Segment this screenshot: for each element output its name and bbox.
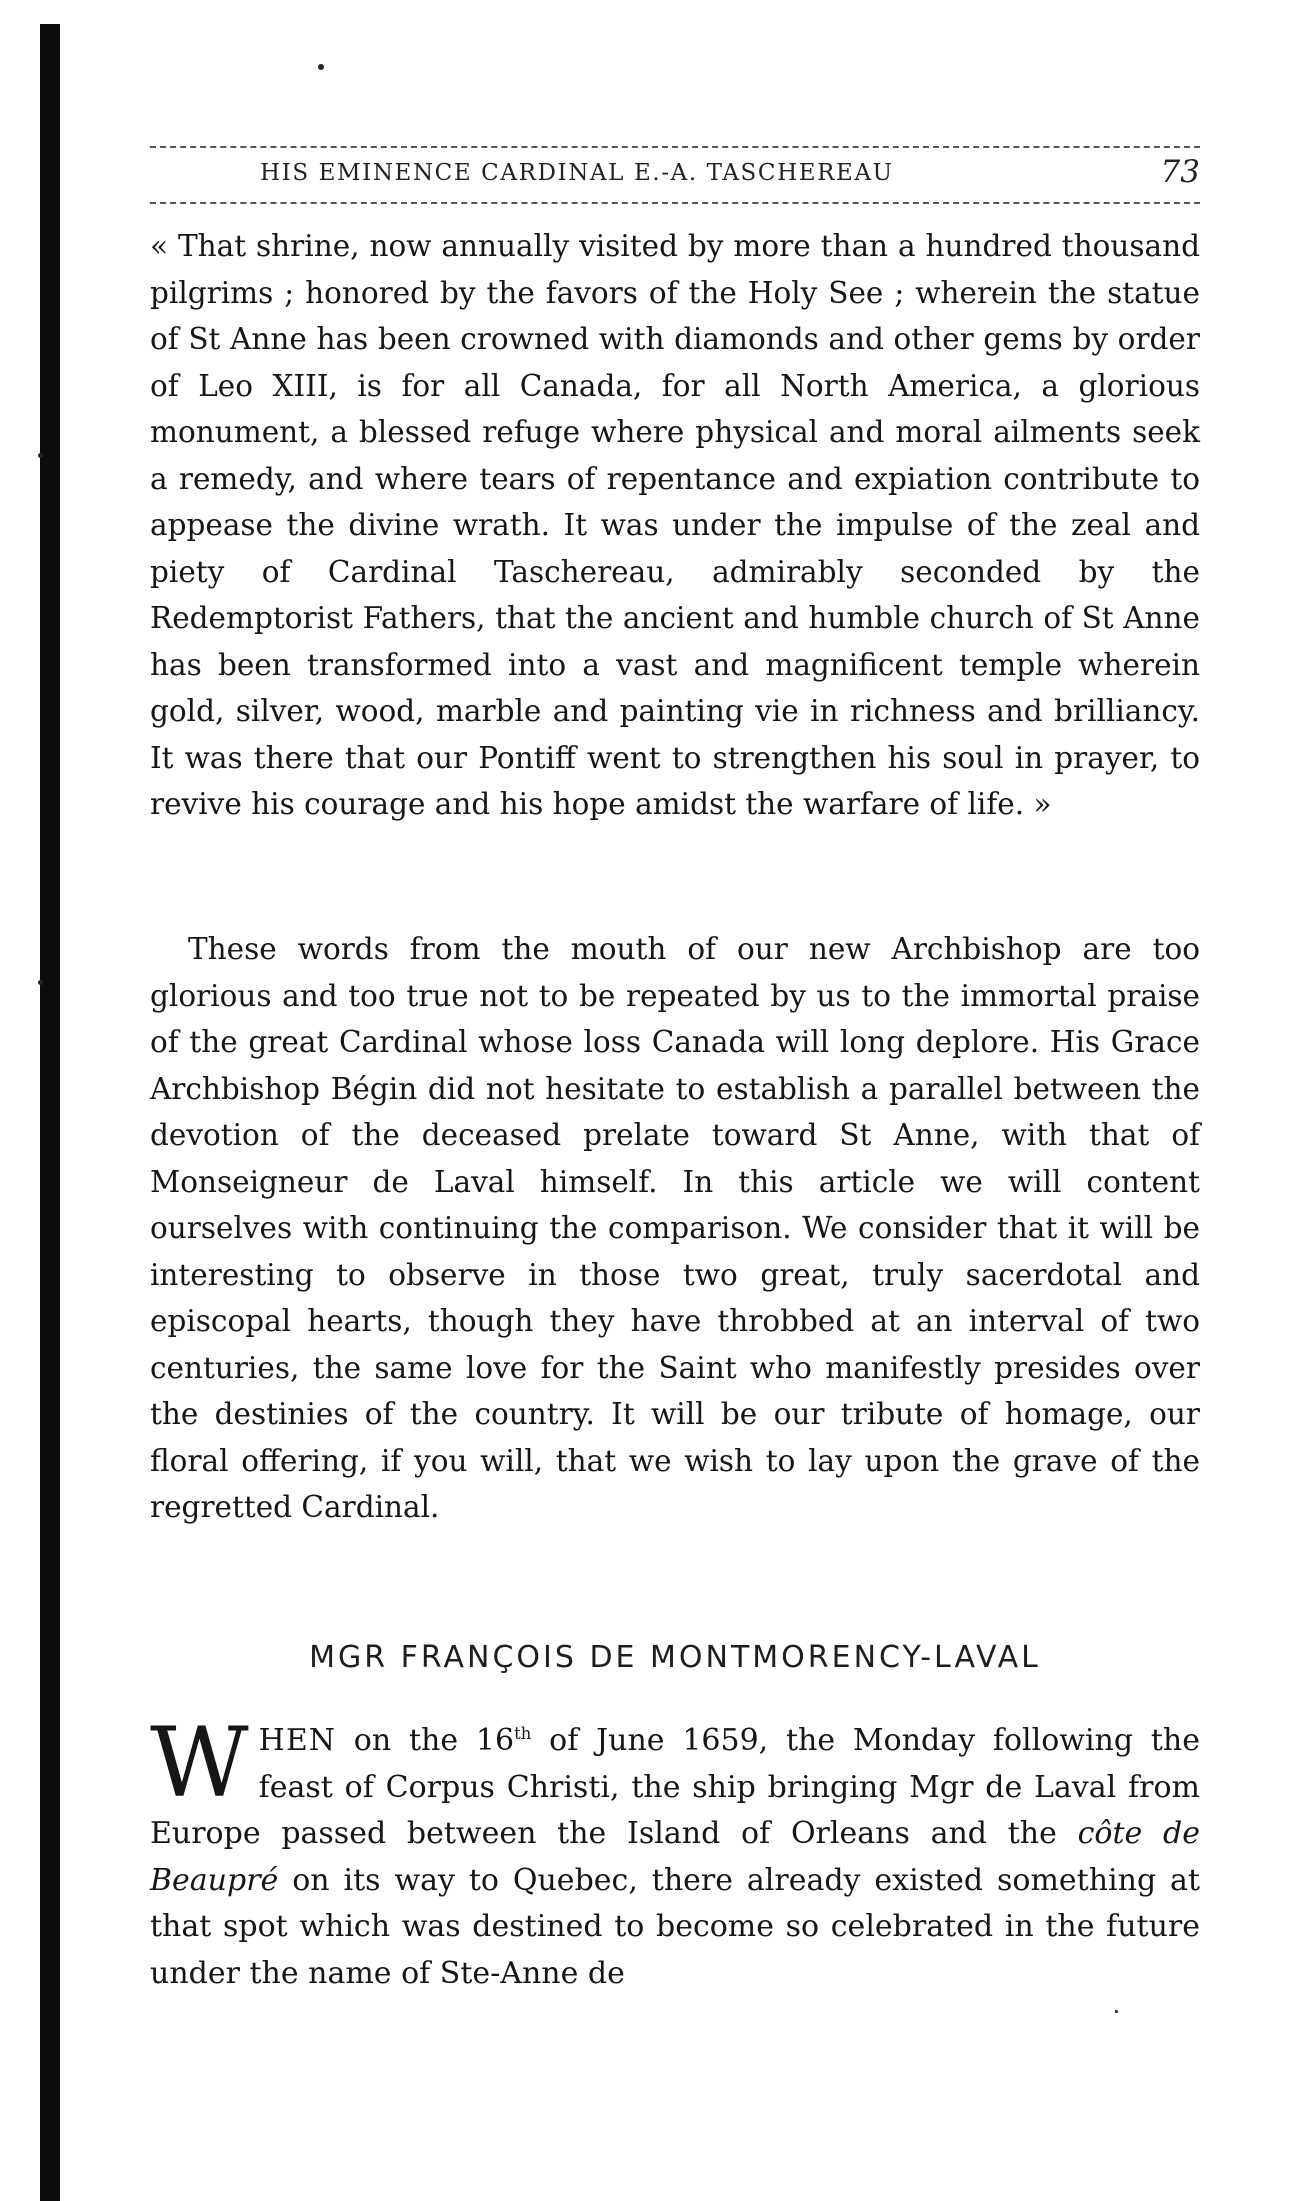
ordinal-suffix: th [514, 1724, 532, 1743]
scan-speck [38, 980, 43, 985]
scan-speck [318, 64, 324, 70]
page-number: 73 [1160, 154, 1200, 190]
scan-page-edge [40, 24, 60, 2201]
drop-cap: W [150, 1707, 249, 1819]
lead-smallcaps: HEN [258, 1723, 336, 1758]
header-bottom-rule [150, 202, 1200, 204]
section-body [150, 1707, 1201, 1997]
paragraph-text: of June 1659, the Monday following the feast of Corpus Christi, the ship bringing Mgr de Laval from Europe passed between the Island of Orleans and the [150, 1723, 1201, 1851]
quote-paragraph: « That shrine, now annually visited by more than a hundred thousand pilgrims ; honored by the favors of the Holy See ; wherein the statue of St Anne has been crowned with diamonds and other gems by order of Leo XIII, is for all Canada, for all North America, a glorious monument, a blessed refuge where physical and moral ailments seek a remedy, and where tears of repentance and expiation contribute to appease the divine wrath. It was under the impulse of the zeal and piety of Cardinal Taschereau, admirably seconded by the Redemptorist Fathers, that the ancient and humble church of St Anne has been transformed into a vast and magnificent temple wherein gold, silver, wood, marble and painting vie in richness and brilliancy. It was there that our Pontiff went to strengthen his soul in prayer, to revive his courage and his hope amidst the warfare of life. » [150, 229, 1200, 821]
place-name-italic: côte de Beaupré [150, 1816, 1200, 1898]
paragraph-text: on the 16 [335, 1723, 515, 1758]
opening-paragraph [150, 1707, 1201, 1997]
paragraph-text: on its way to Quebec, there already existed something at that spot which was destined to become so celebrated in the future under the name of Ste-Anne de [150, 1862, 1200, 1991]
page-header [150, 128, 1200, 188]
scan-speck [38, 453, 43, 458]
commentary-block [150, 926, 1200, 1531]
scan-speck [1115, 2010, 1118, 2013]
quote-block [150, 223, 1200, 828]
header-top-rule [150, 146, 1200, 148]
commentary-paragraph: These words from the mouth of our new Archbishop are too glorious and too true not to be repeated by us to the immortal praise of the great Cardinal whose loss Canada will long deplore. His Grace Archbishop Bégin did not hesitate to establish a parallel between the devotion of the deceased prelate toward St Anne, with that of Monseigneur de Laval himself. In this article we will content ourselves with continuing the comparison. We consider that it will be interesting to observe in those two great, truly sacerdotal and episcopal hearts, though they have throbbed at an interval of two centuries, the same love for the Saint who manifestly presides over the destinies of the country. It will be our tribute of homage, our floral offering, if you will, that we wish to lay upon the grave of the regretted Cardinal. [150, 932, 1200, 1524]
section-heading: MGR FRANÇOIS DE MONTMORENCY-LAVAL [309, 1640, 1041, 1675]
running-head: HIS EMINENCE CARDINAL E.-A. TASCHEREAU [260, 160, 894, 186]
